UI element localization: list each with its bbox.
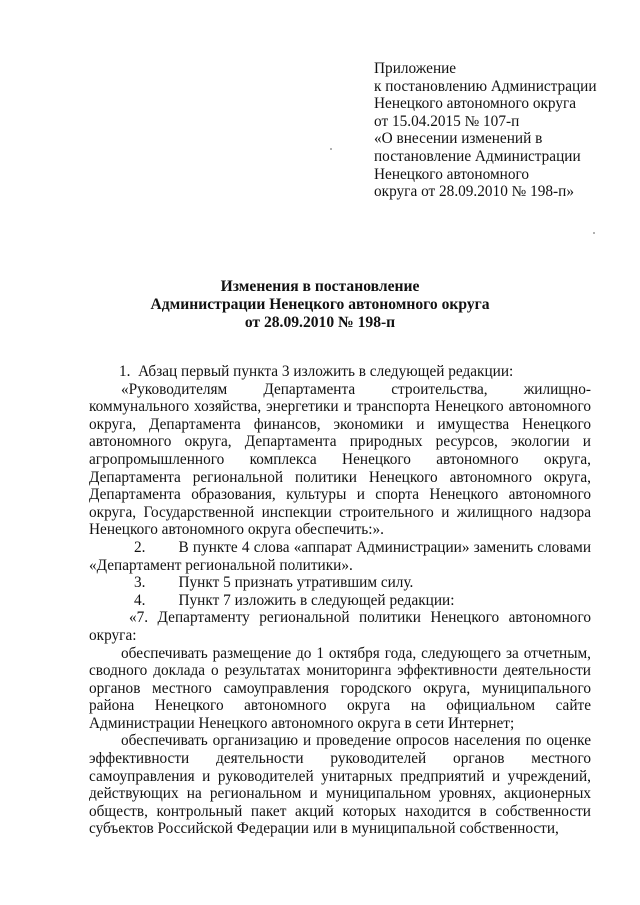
paragraph: обеспечивать организацию и проведение опросов населения по оценке эффективности деятельности руководителей органов местного самоуправления и руководителей унитарных предприятий и учреждений, действующих на региональном и муниципальном уровнях, акционерных обществ, контрольный пакет акций которых находится в собственности субъектов Российской Федерации или в муниципальной собственности,	[89, 732, 591, 838]
appendix-line: Ненецкого автономного округа	[374, 95, 577, 113]
item-number: 1.	[119, 363, 131, 380]
appendix-line: к постановлению Администрации	[374, 77, 597, 95]
paragraph-text: В пункте 4 слова «аппарат Администрации» заменить словами «Департамент региональной политики».	[89, 538, 591, 574]
document-title	[0, 278, 640, 332]
appendix-line: постановление Администрации	[374, 147, 581, 165]
appendix-line: «О внесении изменений в	[374, 130, 543, 148]
appendix-line: Ненецкого автономного	[374, 165, 530, 183]
appendix-line: от 15.04.2015 № 107-п	[374, 112, 520, 130]
paragraph-text: Пункт 5 признать утратившим силу.	[178, 574, 414, 592]
title-line: от 28.09.2010 № 198-п	[244, 314, 396, 331]
title-line: Администрации Ненецкого автономного округа	[150, 296, 490, 313]
paragraph: «7. Департаменту региональной политики Ненецкого автономного округа:	[89, 609, 591, 644]
item-number: 3.	[134, 574, 146, 592]
paragraph: «Руководителям Департамента строительства, жилищно-коммунального хозяйства, энергетики и транспорта Ненецкого автономного округа, Департамента финансов, экономики и имущества Ненецкого автономного округа, Департамента природных ресурсов, экологии и агропромышленного комплекса Ненецкого автономного округа, Департамента региональной политики Ненецкого автономного округа, Департамента образования, культуры и спорта Ненецкого автономного округа, Государственной инспекции строительного и жилищного надзора Ненецкого автономного округа обеспечить:».	[89, 380, 591, 539]
list-item-3	[89, 574, 591, 592]
list-item-2	[89, 539, 591, 574]
appendix-header	[374, 60, 624, 201]
list-item-4	[89, 592, 591, 610]
item-number: 2.	[134, 538, 146, 556]
paragraph: обеспечивать размещение до 1 октября года, следующего за отчетным, сводного доклада о результатах мониторинга эффективности деятельности органов местного самоуправления городского округа, муниципального района Ненецкого автономного округа на официальном сайте Администрации Ненецкого автономного округа в сети Интернет;	[89, 644, 591, 732]
scan-speck	[593, 232, 595, 234]
title-line: Изменения в постановление	[220, 278, 420, 295]
appendix-line: Приложение	[374, 60, 457, 77]
document-body	[89, 363, 591, 838]
paragraph-text: Абзац первый пункта 3 изложить в следующей редакции:	[138, 363, 514, 380]
paragraph-text: Пункт 7 изложить в следующей редакции:	[178, 591, 455, 609]
appendix-line: округа от 28.09.2010 № 198-п»	[374, 183, 574, 201]
list-item-1	[89, 363, 591, 381]
item-number: 4.	[134, 591, 146, 609]
scan-speck	[330, 148, 332, 150]
